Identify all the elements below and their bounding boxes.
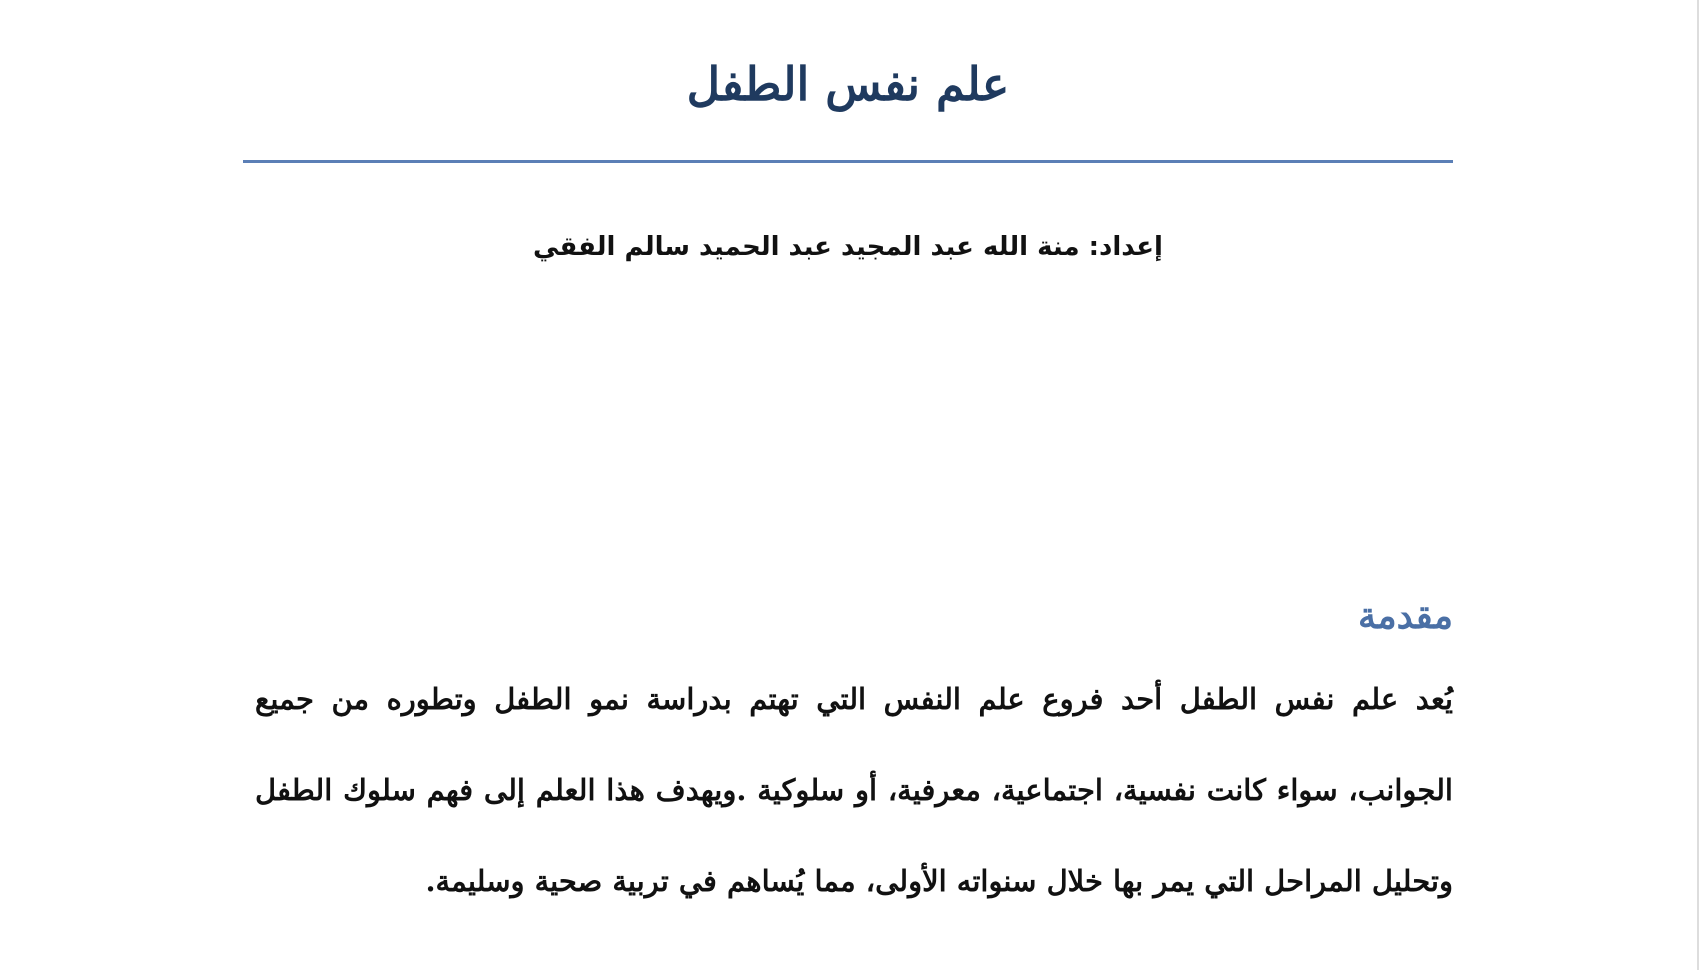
title-divider [243,160,1453,163]
section-heading-introduction: مقدمة [1358,595,1453,637]
page-edge-divider [1697,0,1699,970]
introduction-paragraph: يُعد علم نفس الطفل أحد فروع علم النفس التي تهتم بدراسة نمو الطفل وتطوره من جميع الجوانب، سواء كانت نفسية، اجتماعية، معرفية، أو سلوكية .ويهدف هذا العلم إلى فهم سلوك الطفل وتحليل المراحل التي يمر بها خلال سنواته الأولى، مما يُساهم في تربية صحية وسليمة. [255,682,1453,898]
author-line: إعداد: منة الله عبد المجيد عبد الحميد سالم الفقي [533,232,1163,262]
document-title: علم نفس الطفل [686,57,1010,111]
